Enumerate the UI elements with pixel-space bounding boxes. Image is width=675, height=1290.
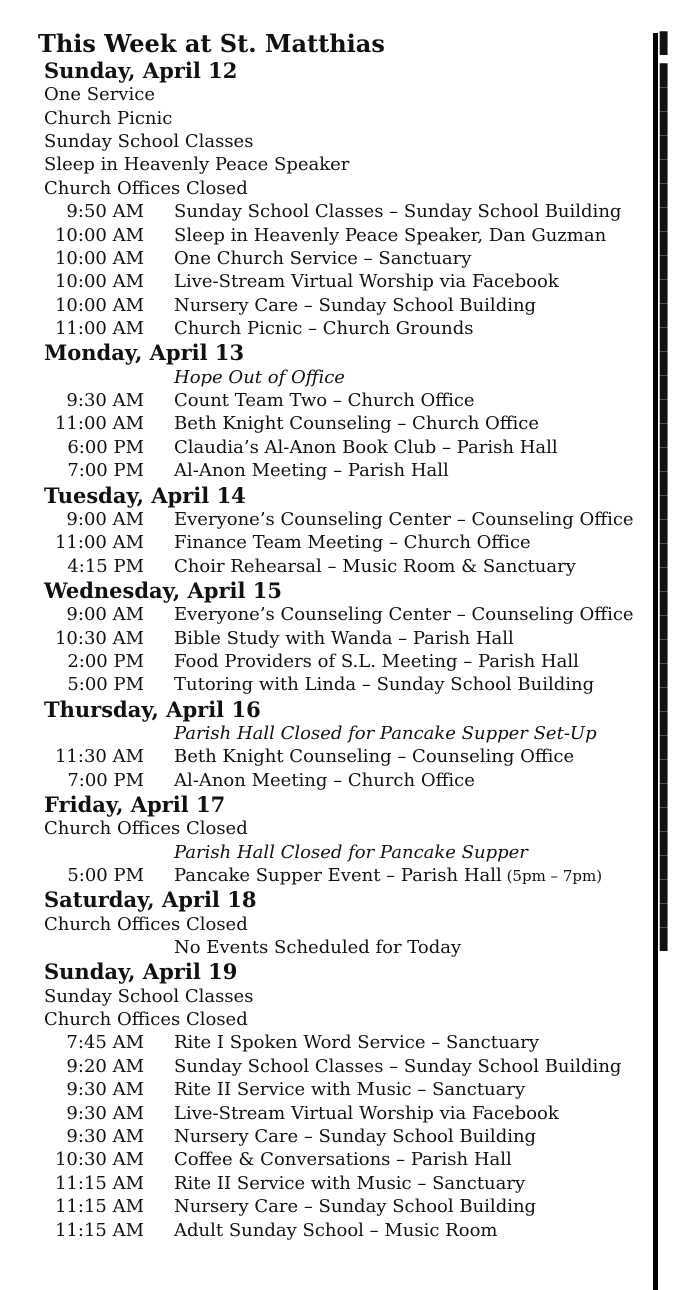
event-description: Live-Stream Virtual Worship via Facebook — [174, 271, 559, 293]
event-time: 2:00 PM — [67, 650, 144, 672]
schedule-note: Parish Hall Closed for Pancake Supper Set-Up — [174, 722, 597, 744]
event-description: Beth Knight Counseling – Counseling Office — [174, 746, 575, 768]
event-row — [44, 459, 644, 482]
event-row — [44, 1195, 644, 1218]
event-row — [44, 1102, 644, 1125]
schedule-note: Parish Hall Closed for Pancake Supper — [174, 841, 528, 863]
event-row — [44, 673, 644, 696]
event-hours: (5pm – 7pm) — [501, 867, 603, 886]
day-heading: Tuesday, April 14 — [44, 482, 246, 508]
event-description: Beth Knight Counseling – Church Office — [174, 413, 540, 435]
event-time: 10:30 AM — [54, 1149, 144, 1171]
cropped-glyph: ▌ — [660, 423, 675, 447]
event-description: Rite I Spoken Word Service – Sanctuary — [174, 1032, 540, 1054]
cropped-glyph: ▌ — [660, 303, 675, 327]
event-description: Nursery Care – Sunday School Building — [174, 1196, 537, 1218]
event-time: 9:30 AM — [66, 1079, 144, 1101]
event-row — [44, 389, 644, 412]
event-description: Nursery Care – Sunday School Building — [174, 294, 537, 316]
cropped-glyph: ▌ — [660, 31, 675, 55]
page-title: This Week at St. Matthias — [38, 29, 385, 58]
cropped-glyph: ▌ — [660, 87, 675, 111]
schedule-note: No Events Scheduled for Today — [174, 937, 462, 959]
event-time: 9:30 AM — [66, 1125, 144, 1147]
event-time: 9:30 AM — [66, 1102, 144, 1124]
cropped-glyph: ▌ — [660, 615, 675, 639]
day-announcement: Church Offices Closed — [44, 913, 248, 935]
event-time: 10:00 AM — [54, 224, 144, 246]
day-heading: Friday, April 17 — [44, 792, 226, 818]
day-heading: Thursday, April 16 — [44, 696, 261, 722]
day-heading: Sunday, April 19 — [44, 959, 238, 985]
event-row — [44, 864, 644, 887]
event-row — [44, 200, 644, 223]
event-description: Finance Team Meeting – Church Office — [174, 532, 531, 554]
event-description: Bible Study with Wanda – Parish Hall — [174, 627, 514, 649]
event-time: 9:00 AM — [66, 508, 144, 530]
event-time: 6:00 PM — [67, 436, 144, 458]
event-row — [44, 627, 644, 650]
day-heading: Monday, April 13 — [44, 340, 245, 366]
event-description: Sunday School Classes – Sunday School Building — [174, 1055, 622, 1077]
cropped-glyph: ▌ — [660, 879, 675, 903]
day-announcement: Sunday School Classes — [44, 130, 254, 152]
event-time: 11:15 AM — [54, 1172, 144, 1194]
cropped-glyph: ▌ — [660, 807, 675, 831]
cropped-glyph: ▌ — [660, 711, 675, 735]
event-description: Tutoring with Linda – Sunday School Building — [174, 674, 595, 696]
event-time: 7:45 AM — [66, 1032, 144, 1054]
schedule-note-row — [44, 366, 644, 389]
day-announcement: Sunday School Classes — [44, 985, 254, 1007]
cropped-glyph: ▌ — [660, 519, 675, 543]
cropped-glyph: ▌ — [660, 255, 675, 279]
event-description: Food Providers of S.L. Meeting – Parish Hall — [174, 650, 579, 672]
event-row — [44, 317, 644, 340]
event-time: 7:00 PM — [67, 460, 144, 482]
day-heading: Sunday, April 12 — [44, 58, 238, 83]
event-description: Everyone’s Counseling Center – Counseling Office — [174, 604, 634, 626]
event-row — [44, 555, 644, 578]
event-description: Rite II Service with Music – Sanctuary — [174, 1079, 526, 1101]
event-description: Adult Sunday School – Music Room — [174, 1219, 498, 1241]
day-announcement: Church Offices Closed — [44, 177, 248, 199]
day-announcement: Church Picnic — [44, 107, 173, 129]
cropped-next-column — [660, 31, 675, 1290]
event-row — [44, 769, 644, 792]
cropped-glyph: ▌ — [660, 495, 675, 519]
event-time: 11:00 AM — [54, 318, 144, 340]
cropped-glyph: ▌ — [660, 591, 675, 615]
event-description: Nursery Care – Sunday School Building — [174, 1125, 537, 1147]
cropped-glyph: ▌ — [660, 927, 675, 951]
cropped-glyph: ▌ — [660, 231, 675, 255]
cropped-glyph: ▌ — [660, 759, 675, 783]
event-description: Rite II Service with Music – Sanctuary — [174, 1172, 526, 1194]
event-time: 11:15 AM — [54, 1196, 144, 1218]
cropped-glyph: ▌ — [660, 351, 675, 375]
event-row — [44, 294, 644, 317]
event-row — [44, 1219, 644, 1242]
event-row — [44, 270, 644, 293]
cropped-glyph: ▌ — [660, 111, 675, 135]
event-description: Coffee & Conversations – Parish Hall — [174, 1149, 512, 1171]
event-time: 10:30 AM — [54, 627, 144, 649]
event-description: Choir Rehearsal – Music Room & Sanctuary — [174, 555, 576, 577]
weekly-schedule — [44, 58, 644, 1242]
event-description: Al-Anon Meeting – Parish Hall — [174, 460, 449, 482]
cropped-glyph: ▌ — [660, 135, 675, 159]
column-divider — [653, 33, 658, 1290]
event-time: 11:15 AM — [54, 1219, 144, 1241]
day-announcement: Church Offices Closed — [44, 818, 248, 840]
event-row — [44, 224, 644, 247]
event-time: 9:50 AM — [66, 201, 144, 223]
event-time: 11:30 AM — [54, 746, 144, 768]
event-row — [44, 1055, 644, 1078]
cropped-glyph: ▌ — [660, 471, 675, 495]
event-time: 5:00 PM — [67, 865, 144, 887]
event-row — [44, 508, 644, 531]
schedule-note-row — [44, 722, 644, 745]
event-time: 4:15 PM — [67, 555, 144, 577]
event-description: Count Team Two – Church Office — [174, 390, 475, 412]
day-announcement: One Service — [44, 84, 155, 106]
schedule-note-row — [44, 841, 644, 864]
event-time: 10:00 AM — [54, 294, 144, 316]
event-row — [44, 531, 644, 554]
cropped-glyph: ▌ — [660, 543, 675, 567]
event-time: 7:00 PM — [67, 769, 144, 791]
event-description: Everyone’s Counseling Center – Counseling Office — [174, 508, 634, 530]
event-row — [44, 247, 644, 270]
cropped-glyph: ▌ — [660, 375, 675, 399]
event-row — [44, 412, 644, 435]
event-row — [44, 745, 644, 768]
event-time: 11:00 AM — [54, 413, 144, 435]
day-heading: Wednesday, April 15 — [44, 577, 283, 603]
event-row — [44, 1172, 644, 1195]
schedule-note-row — [44, 936, 644, 959]
cropped-glyph: ▌ — [660, 447, 675, 471]
event-description: Pancake Supper Event – Parish Hall (5pm – 7pm) — [174, 865, 603, 887]
event-description: Live-Stream Virtual Worship via Facebook — [174, 1102, 559, 1124]
event-description: Al-Anon Meeting – Church Office — [174, 769, 475, 791]
cropped-glyph: ▌ — [660, 567, 675, 591]
event-row — [44, 1125, 644, 1148]
event-time: 9:20 AM — [66, 1055, 144, 1077]
day-announcement: Sleep in Heavenly Peace Speaker — [44, 154, 350, 176]
event-time: 10:00 AM — [54, 271, 144, 293]
cropped-glyph: ▌ — [660, 207, 675, 231]
cropped-glyph: ▌ — [660, 903, 675, 927]
day-announcement: Church Offices Closed — [44, 1009, 248, 1030]
event-row — [44, 603, 644, 626]
cropped-glyph: ▌ — [660, 327, 675, 351]
cropped-glyph: ▌ — [660, 831, 675, 855]
day-heading: Saturday, April 18 — [44, 887, 257, 913]
cropped-glyph: ▌ — [660, 279, 675, 303]
event-row — [44, 1031, 644, 1054]
event-description: One Church Service – Sanctuary — [174, 247, 472, 269]
schedule-note: Hope Out of Office — [174, 366, 345, 388]
cropped-glyph: ▌ — [660, 399, 675, 423]
event-row — [44, 1148, 644, 1171]
event-row — [44, 650, 644, 673]
event-row — [44, 436, 644, 459]
event-time: 9:00 AM — [66, 604, 144, 626]
event-description: Claudia’s Al-Anon Book Club – Parish Hall — [174, 436, 558, 458]
event-description: Church Picnic – Church Grounds — [174, 318, 474, 340]
event-description: Sleep in Heavenly Peace Speaker, Dan Guzman — [174, 224, 607, 246]
event-time: 10:00 AM — [54, 247, 144, 269]
cropped-glyph: ▌ — [660, 735, 675, 759]
cropped-glyph: ▌ — [660, 63, 675, 87]
cropped-glyph: ▌ — [660, 783, 675, 807]
event-time: 9:30 AM — [66, 390, 144, 412]
cropped-glyph: ▌ — [660, 639, 675, 663]
event-row — [44, 1078, 644, 1101]
cropped-glyph: ▌ — [660, 159, 675, 183]
cropped-glyph: ▌ — [660, 183, 675, 207]
event-description: Sunday School Classes – Sunday School Building — [174, 201, 622, 223]
event-time: 11:00 AM — [54, 532, 144, 554]
cropped-glyph: ▌ — [660, 663, 675, 687]
cropped-glyph: ▌ — [660, 855, 675, 879]
cropped-glyph: ▌ — [660, 687, 675, 711]
event-time: 5:00 PM — [67, 674, 144, 696]
